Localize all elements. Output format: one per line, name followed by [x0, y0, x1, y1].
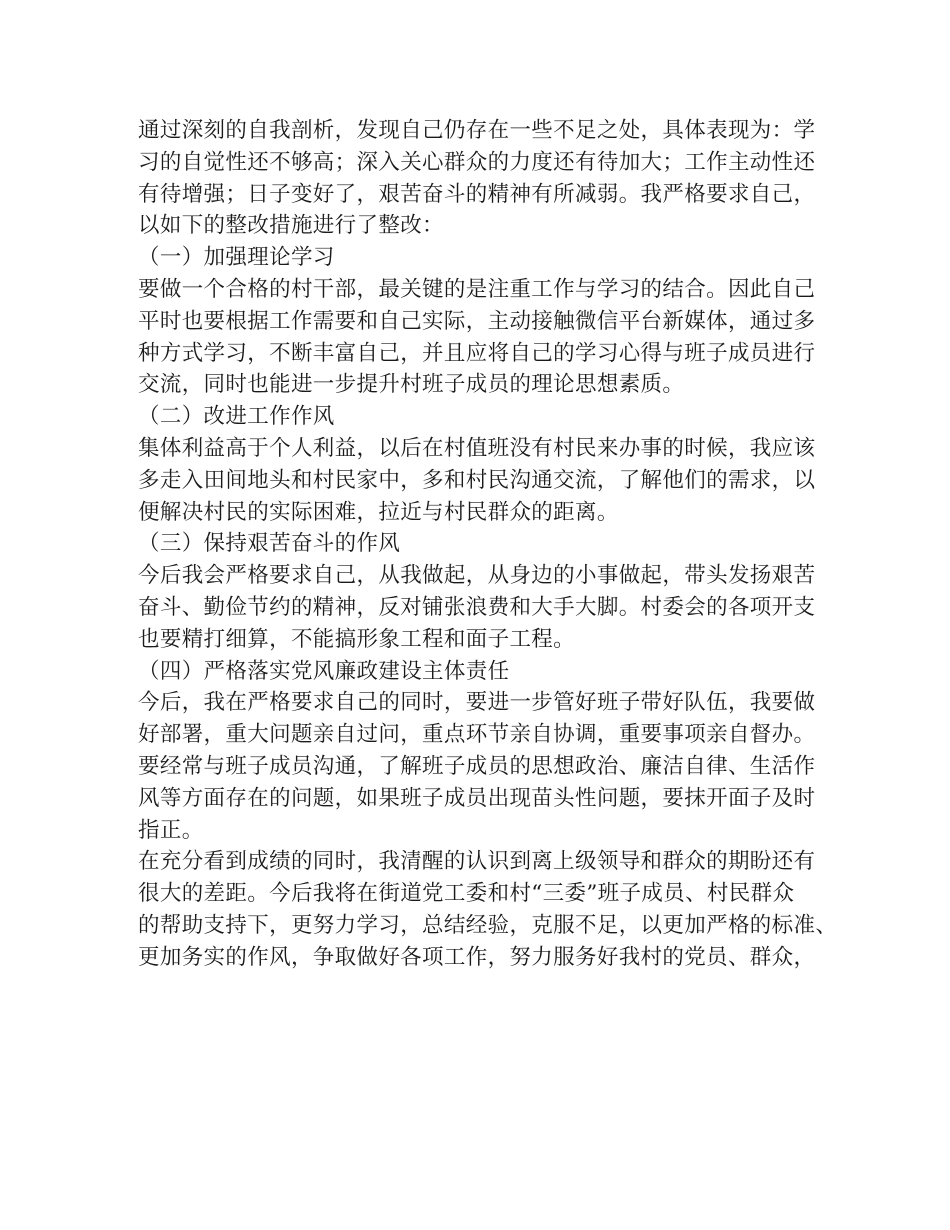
- body-line: 指正。: [138, 817, 204, 843]
- body-line: 便解决村民的实际困难，拉近与村民群众的距离。: [138, 499, 619, 525]
- body-line: 很大的差距。今后我将在街道党工委和村“三委”班子成员、村民群众: [138, 881, 795, 907]
- section-heading: （二）改进工作作风: [138, 404, 335, 430]
- body-line: 好部署，重大问题亲自过问，重点环节亲自协调，重要事项亲自督办。: [138, 722, 816, 748]
- body-line: 多走入田间地头和村民家中，多和村民沟通交流，了解他们的需求，以: [138, 467, 816, 493]
- body-line: 更加务实的作风，争取做好各项工作，努力服务好我村的党员、群众，: [138, 944, 816, 970]
- body-line: 习的自觉性还不够高；深入关心群众的力度还有待加大；工作主动性还: [138, 149, 816, 175]
- body-line: 通过深刻的自我剖析，发现自己仍存在一些不足之处，具体表现为：学: [138, 118, 816, 143]
- body-line: 要经常与班子成员沟通，了解班子成员的思想政治、廉洁自律、生活作: [138, 753, 816, 779]
- body-line: 有待增强；日子变好了，艰苦奋斗的精神有所减弱。我严格要求自己，: [138, 181, 816, 207]
- body-line: 在充分看到成绩的同时，我清醒的认识到离上级领导和群众的期盼还有: [138, 849, 816, 875]
- body-line: 的帮助支持下，更努力学习，总结经验，克服不足，以更加严格的标准、: [138, 912, 838, 938]
- body-line: 今后我会严格要求自己，从我做起，从身边的小事做起，带头发扬艰苦: [138, 563, 816, 589]
- body-line: 今后，我在严格要求自己的同时，要进一步管好班子带好队伍，我要做: [138, 690, 816, 716]
- body-line: 风等方面存在的问题，如果班子成员出现苗头性问题，要抹开面子及时: [138, 785, 816, 811]
- body-line: 平时也要根据工作需要和自己实际，主动接触微信平台新媒体，通过多: [138, 308, 816, 334]
- body-line: 种方式学习，不断丰富自己，并且应将自己的学习心得与班子成员进行: [138, 340, 816, 366]
- body-line: 以如下的整改措施进行了整改：: [138, 213, 444, 239]
- body-line: 集体利益高于个人利益，以后在村值班没有村民来办事的时候，我应该: [138, 435, 816, 461]
- body-line: 交流，同时也能进一步提升村班子成员的理论思想素质。: [138, 372, 685, 398]
- body-line: 要做一个合格的村干部，最关键的是注重工作与学习的结合。因此自己: [138, 276, 816, 302]
- section-heading: （一）加强理论学习: [138, 245, 335, 271]
- body-line: 也要精打细算，不能搞形象工程和面子工程。: [138, 626, 576, 652]
- section-heading: （三）保持艰苦奋斗的作风: [138, 531, 401, 557]
- section-heading: （四）严格落实党风廉政建设主体责任: [138, 658, 510, 684]
- document-body: [138, 115, 838, 974]
- body-line: 奋斗、勤俭节约的精神，反对铺张浪费和大手大脚。村委会的各项开支: [138, 594, 816, 620]
